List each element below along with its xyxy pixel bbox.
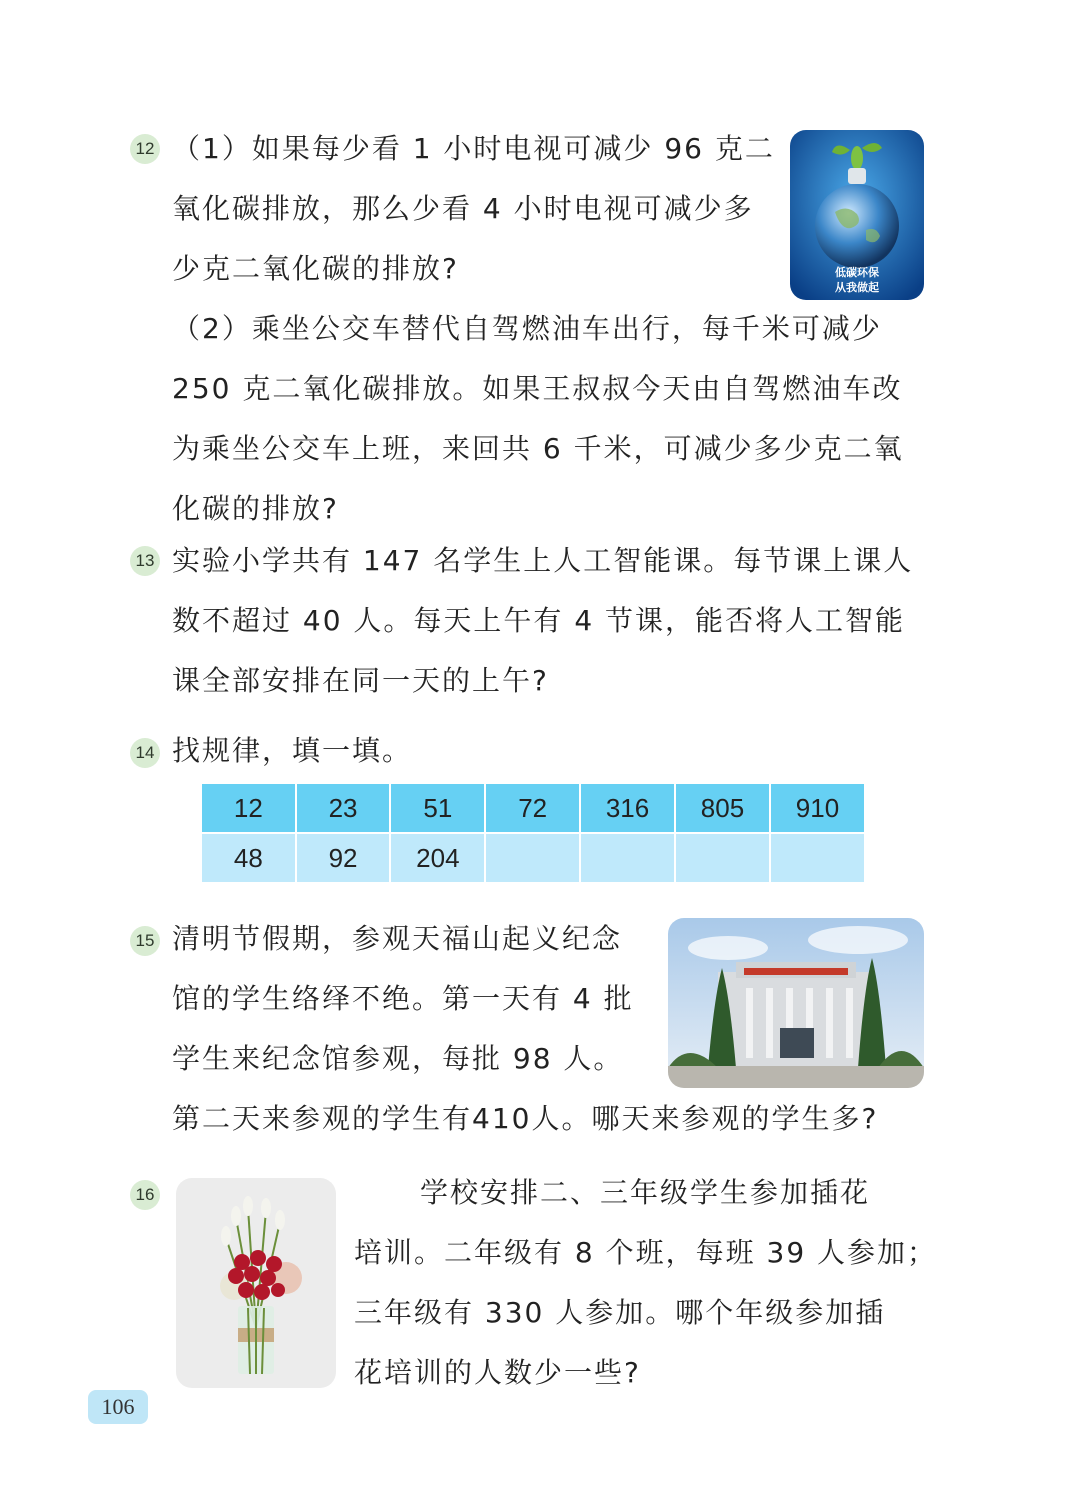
- table-cell: 12: [202, 784, 296, 833]
- problem-text-line: 学校安排二、三年级学生参加插花: [420, 1176, 871, 1209]
- problem-number-badge: 15: [130, 926, 160, 956]
- poster-caption-line-2: 从我做起: [835, 281, 879, 294]
- problem-text-line: 数不超过 40 人。每天上午有 4 节课，能否将人工智能: [172, 604, 906, 637]
- problem-text-line: 三年级有 330 人参加。哪个年级参加插: [354, 1296, 886, 1329]
- problem-text-line: 学生来纪念馆参观，每批 98 人。: [172, 1042, 624, 1075]
- problem-number-badge: 13: [130, 546, 160, 576]
- memorial-hall-photo: [668, 918, 924, 1088]
- table-cell: 48: [202, 833, 296, 883]
- table-cell: 23: [296, 784, 391, 833]
- page-number: 106: [88, 1390, 148, 1424]
- low-carbon-poster-image: [790, 130, 924, 300]
- answer-blank-cell[interactable]: [580, 833, 675, 883]
- table-cell: 204: [390, 833, 485, 883]
- problem-text-line: （2）乘坐公交车替代自驾燃油车出行，每千米可减少: [172, 312, 882, 345]
- problem-number-badge: 12: [130, 134, 160, 164]
- problem-text-line: 花培训的人数少一些?: [354, 1356, 641, 1389]
- problem-text-line: 化碳的排放?: [172, 492, 339, 525]
- table-row: [202, 833, 865, 883]
- problem-text-line: 馆的学生络绎不绝。第一天有 4 批: [172, 982, 634, 1015]
- problem-text-line: 氧化碳排放，那么少看 4 小时电视可减少多: [172, 192, 754, 225]
- table-cell: 92: [296, 833, 391, 883]
- problem-text-line: 250 克二氧化碳排放。如果王叔叔今天由自驾燃油车改: [172, 372, 903, 405]
- problem-text-line: 实验小学共有 147 名学生上人工智能课。每节课上课人: [172, 544, 914, 577]
- answer-blank-cell[interactable]: [675, 833, 770, 883]
- problem-text-line: （1）如果每少看 1 小时电视可减少 96 克二: [172, 132, 775, 165]
- table-cell: 51: [390, 784, 485, 833]
- problem-text-line: 少克二氧化碳的排放?: [172, 252, 459, 285]
- table-cell: 316: [580, 784, 675, 833]
- flower-arrangement-photo: [176, 1178, 336, 1388]
- table-cell: 805: [675, 784, 770, 833]
- problem-text-line: 培训。二年级有 8 个班，每班 39 人参加；: [354, 1236, 938, 1269]
- table-cell: 72: [485, 784, 580, 833]
- problem-number-badge: 14: [130, 738, 160, 768]
- answer-blank-cell[interactable]: [770, 833, 865, 883]
- problem-text-line: 为乘坐公交车上班，来回共 6 千米，可减少多少克二氧: [172, 432, 904, 465]
- answer-blank-cell[interactable]: [485, 833, 580, 883]
- problem-text-line: 课全部安排在同一天的上午?: [172, 664, 549, 697]
- problem-text-line: 第二天来参观的学生有410人。哪天来参观的学生多?: [172, 1102, 879, 1135]
- pattern-table: [202, 784, 866, 884]
- table-cell: 910: [770, 784, 865, 833]
- problem-text-line: 找规律，填一填。: [172, 734, 413, 767]
- problem-text-line: 清明节假期，参观天福山起义纪念: [172, 922, 623, 955]
- table-row: [202, 784, 865, 833]
- problem-number-badge: 16: [130, 1180, 160, 1210]
- poster-caption-line-1: 低碳环保: [835, 266, 879, 279]
